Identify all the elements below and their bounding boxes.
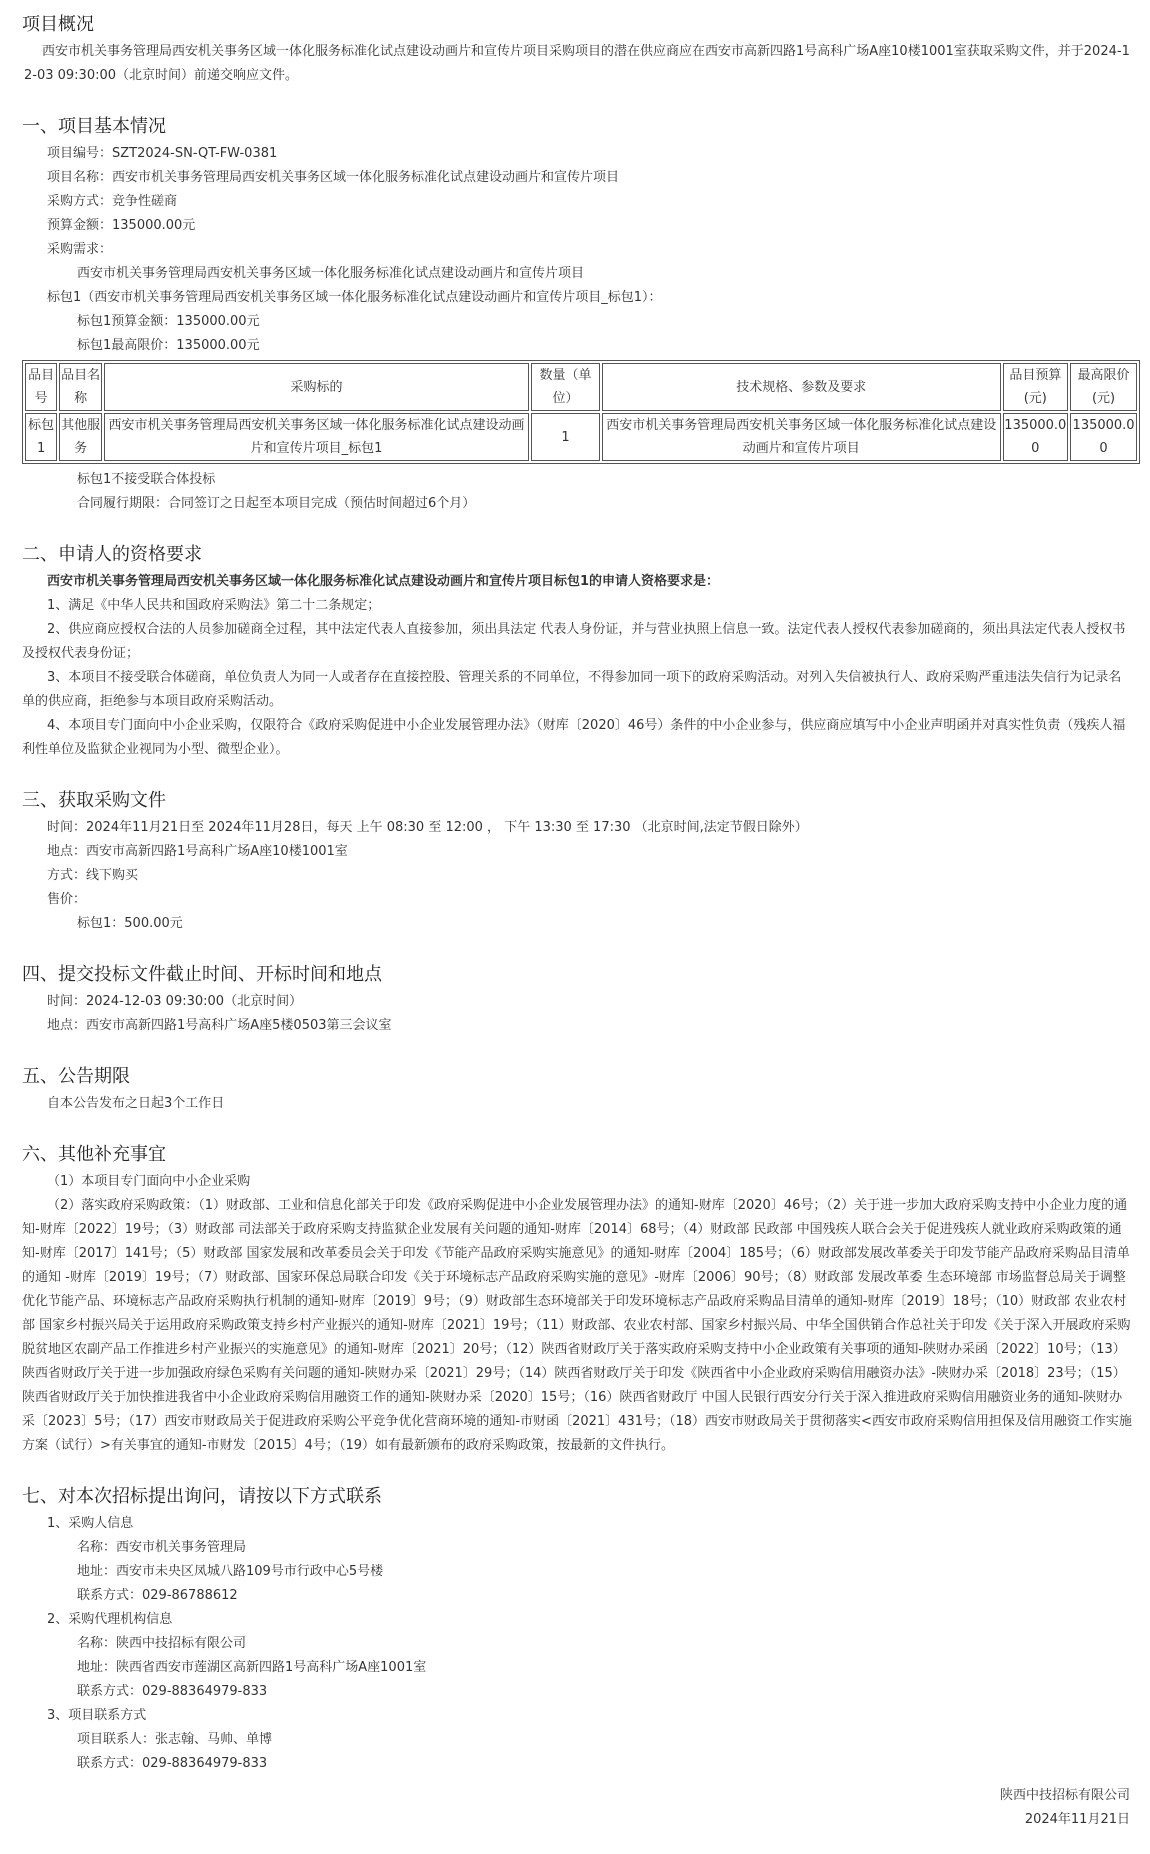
project-name: 项目名称：西安市机关事务管理局西安机关事务区域一体化服务标准化试点建设动画片和宣传片项目 <box>47 170 620 185</box>
price-value: 标包1：500.00元 <box>77 916 183 931</box>
table-cell: 标包1 <box>25 413 57 461</box>
agency-label: 2、采购代理机构信息 <box>47 1612 173 1627</box>
budget-amount: 预算金额：135000.00元 <box>47 218 196 233</box>
agency-address: 地址：陕西省西安市莲湖区高新四路1号高科广场A座1001室 <box>77 1660 427 1675</box>
project-number: 项目编号：SZT2024-SN-QT-FW-0381 <box>47 146 278 161</box>
section-1-title: 一、项目基本情况 <box>22 116 166 137</box>
requirement-label: 采购需求： <box>47 242 113 257</box>
section-3-title: 三、获取采购文件 <box>22 790 166 811</box>
qualification-item: 4、本项目专门面向中小企业采购，仅限符合《政府采购促进中小企业发展管理办法》（财库〔2020〕46号）条件的中小企业参与，供应商应填写中小企业声明函并对真实性负责（残疾人福利性单位及监狱企业视同为小型、微型企业）。 <box>22 718 1126 757</box>
section-2-title: 二、申请人的资格要求 <box>22 544 202 565</box>
obtain-way: 方式：线下购买 <box>47 868 139 883</box>
section-4-title: 四、提交投标文件截止时间、开标时间和地点 <box>22 964 382 985</box>
signature-company: 陕西中技招标有限公司 <box>999 1788 1130 1803</box>
table-header-cell: 品目号 <box>25 363 57 411</box>
project-contact-phone: 联系方式：029-88364979-833 <box>77 1756 268 1771</box>
supplement-policy: （2）落实政府采购政策：（1）财政部、工业和信息化部关于印发《政府采购促进中小企业发展管理办法》的通知-财库〔2020〕46号；（2）关于进一步加大政府采购支持中小企业力度的通知-财库〔2022〕19号；（3）财政部 司法部关于政府采购支持监狱企业发展有关问题的通知-财库〔2014〕68号；（4）财政部 民政部 中国残疾人联合会关于促进残疾人就业政府采购政策的通知-财库〔2017〕141号；（5）财政部 国家发展和改革委员会关于印发《节能产品政府采购实施意见》的通知-财库〔2004〕185号；（6）财政部发展改革委关于印发节能产品政府采购品目清单的通知 -财库〔2019〕19号；（7）财政部、国家环保总局联合印发《关于环境标志产品政府采购实施的意见》-财库〔2006〕90号；（8）财政部 发展改革委 生态环境部 市场监督总局关于调整优化节能产品、环境标志产品政府采购执行机制的通知-财库〔2019〕9号；（9）财政部生态环境部关于印发环境标志产品政府采购品目清单的通知-财库〔2019〕18号；（10）财政部 农业农村部 国家乡村振兴局关于运用政府采购政策支持乡村产业振兴的通知-财库〔2021〕19号；（11）财政部、农业农村部、国家乡村振兴局、中华全国供销合作总社关于印发《关于深入开展政府采购脱贫地区农副产品工作推进乡村产业振兴的实施意见》的通知-财库〔2021〕20号；（12）陕西省财政厅关于落实政府采购支持中小企业政策有关事项的通知-陕财办采函〔2022〕10号；（13）陕西省财政厅关于进一步加强政府绿色采购有关问题的通知-陕财办采〔2021〕29号；（14）陕西省财政厅关于印发《陕西省中小企业政府采购信用融资办法》-陕财办采〔2018〕23号；（15）陕西省财政厅关于加快推进我省中小企业政府采购信用融资工作的通知-陕财办采〔2020〕15号；（16）陕西省财政厅 中国人民银行西安分行关于深入推进政府采购信用融资业务的通知-陕财办采〔2023〕5号；（17）西安市财政局关于促进政府采购公平竞争优化营商环境的通知-市财函〔2021〕431号；（18）西安市财政局关于贯彻落实<西安市政府采购信用担保及信用融资工作实施方案（试行）>有关事宜的通知-市财发〔2015〕4号；（19）如有最新颁布的政府采购政策，按最新的文件执行。 <box>22 1198 1132 1453</box>
table-header-cell: 最高限价(元) <box>1070 363 1137 411</box>
no-consortium-note: 标包1不接受联合体投标 <box>77 472 216 487</box>
purchaser-label: 1、采购人信息 <box>47 1516 134 1531</box>
section-7-title: 七、对本次招标提出询问，请按以下方式联系 <box>22 1486 382 1507</box>
table-cell: 1 <box>531 413 600 461</box>
table-cell: 135000.00 <box>1070 413 1137 461</box>
table-row <box>25 413 1137 461</box>
procurement-method: 采购方式：竞争性磋商 <box>47 194 178 209</box>
table-cell: 其他服务 <box>59 413 102 461</box>
purchaser-address: 地址：西安市未央区凤城八路109号市行政中心5号楼 <box>77 1564 384 1579</box>
qualification-item: 1、满足《中华人民共和国政府采购法》第二十二条规定； <box>47 598 381 613</box>
table-header-cell: 品目预算(元) <box>1003 363 1069 411</box>
opening-place: 地点：西安市高新四路1号高科广场A座5楼0503第三会议室 <box>47 1018 392 1033</box>
requirement-text: 西安市机关事务管理局西安机关事务区域一体化服务标准化试点建设动画片和宣传片项目 <box>77 266 585 281</box>
table-cell: 西安市机关事务管理局西安机关事务区域一体化服务标准化试点建设动画片和宣传片项目_标包1 <box>104 413 529 461</box>
qualification-item: 3、本项目不接受联合体磋商，单位负责人为同一人或者存在直接控股、管理关系的不同单位，不得参加同一项下的政府采购活动。对列入失信被执行人、政府采购严重违法失信行为记录名单的供应商，拒绝参与本项目政府采购活动。 <box>22 670 1122 709</box>
project-contact-person: 项目联系人：张志翰、马帅、单博 <box>77 1732 273 1747</box>
price-label: 售价： <box>47 892 87 907</box>
table-header-cell: 技术规格、参数及要求 <box>602 363 1000 411</box>
table-header-row <box>25 363 1137 411</box>
purchaser-name: 名称：西安市机关事务管理局 <box>77 1540 247 1555</box>
deadline-time: 时间：2024-12-03 09:30:00（北京时间） <box>47 994 303 1009</box>
section-6-title: 六、其他补充事宜 <box>22 1144 166 1165</box>
notice-period: 自本公告发布之日起3个工作日 <box>47 1096 225 1111</box>
obtain-time: 时间：2024年11月21日至 2024年11月28日，每天 上午 08:30 至 12:00 ， 下午 13:30 至 17:30 （北京时间,法定节假日除外） <box>47 820 808 835</box>
qualification-item: 2、供应商应授权合法的人员参加磋商全过程，其中法定代表人直接参加，须出具法定 代表人身份证，并与营业执照上信息一致。法定代表人授权代表参加磋商的，须出具法定代表人授权书及授权代表身份证； <box>22 622 1126 661</box>
agency-name: 名称：陕西中技招标有限公司 <box>77 1636 247 1651</box>
obtain-place: 地点：西安市高新四路1号高科广场A座10楼1001室 <box>47 844 348 859</box>
overview-text: 西安市机关事务管理局西安机关事务区域一体化服务标准化试点建设动画片和宣传片项目采购项目的潜在供应商应在西安市高新四路1号高科广场A座10楼1001室获取采购文件，并于2024-12-03 09:30:00（北京时间）前递交响应文件。 <box>24 44 1130 83</box>
table-cell: 西安市机关事务管理局西安机关事务区域一体化服务标准化试点建设动画片和宣传片项目 <box>602 413 1000 461</box>
package-table <box>22 360 1140 464</box>
section-5-title: 五、公告期限 <box>22 1066 130 1087</box>
project-contact-label: 3、项目联系方式 <box>47 1708 147 1723</box>
package-budget: 标包1预算金额：135000.00元 <box>77 314 260 329</box>
purchaser-contact: 联系方式：029-86788612 <box>77 1588 238 1603</box>
package-max-price: 标包1最高限价：135000.00元 <box>77 338 260 353</box>
signature-date: 2024年11月21日 <box>1024 1812 1130 1827</box>
contract-period: 合同履行期限：合同签订之日起至本项目完成（预估时间超过6个月） <box>77 496 476 511</box>
package-line: 标包1（西安市机关事务管理局西安机关事务区域一体化服务标准化试点建设动画片和宣传片项目_标包1）： <box>47 290 662 305</box>
supplement-item: （1）本项目专门面向中小企业采购 <box>47 1174 251 1189</box>
qualification-lead: 西安市机关事务管理局西安机关事务区域一体化服务标准化试点建设动画片和宣传片项目标包1的申请人资格要求是： <box>47 574 720 589</box>
agency-contact: 联系方式：029-88364979-833 <box>77 1684 268 1699</box>
table-header-cell: 品目名称 <box>59 363 102 411</box>
overview-title: 项目概况 <box>22 14 94 35</box>
table-header-cell: 采购标的 <box>104 363 529 411</box>
table-cell: 135000.00 <box>1003 413 1069 461</box>
table-header-cell: 数量（单位） <box>531 363 600 411</box>
